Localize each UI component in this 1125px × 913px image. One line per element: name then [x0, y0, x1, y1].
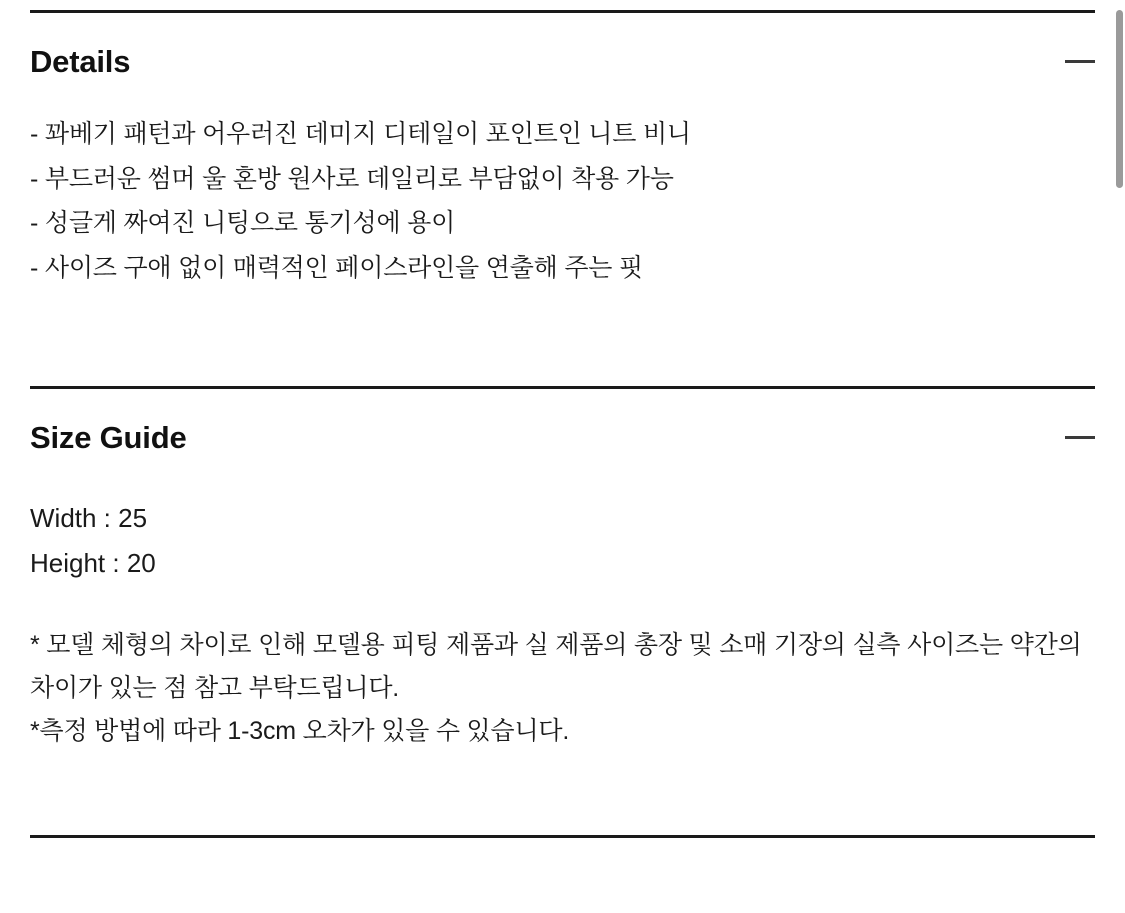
- details-spacer: [30, 290, 1095, 386]
- size-measurements: [30, 496, 1095, 585]
- list-item: - 부드러운 썸머 울 혼방 원사로 데일리로 부담없이 착용 가능: [30, 164, 674, 193]
- size-guide-notes: [30, 624, 1095, 753]
- size-guide-note: *측정 방법에 따라 1-3cm 오차가 있을 수 있습니다.: [30, 716, 570, 745]
- divider-bottom: [30, 835, 1095, 838]
- vertical-scrollbar[interactable]: [1113, 10, 1125, 913]
- list-item: - 성글게 짜여진 니팅으로 통기성에 용이: [30, 209, 456, 238]
- size-measurement-height: Height : 20: [30, 548, 156, 579]
- minus-icon[interactable]: [1061, 424, 1095, 452]
- minus-icon[interactable]: [1061, 48, 1095, 76]
- details-section: [0, 13, 1125, 386]
- size-guide-note: * 모델 체형의 차이로 인해 모델용 피팅 제품과 실 제품의 총장 및 소매 기장의 실측 사이즈는 약간의 차이가 있는 점 참고 부탁드립니다.: [30, 630, 1082, 702]
- list-item: - 꽈베기 패턴과 어우러진 데미지 디테일이 포인트인 니트 비니: [30, 120, 691, 149]
- size-measurement-width: Width : 25: [30, 503, 148, 534]
- size-guide-section-title: Size Guide: [30, 420, 187, 456]
- product-detail-page: [0, 10, 1125, 913]
- scrollbar-thumb[interactable]: [1116, 10, 1123, 188]
- details-section-title: Details: [30, 44, 131, 79]
- size-guide-section-header[interactable]: [30, 389, 1095, 456]
- minus-icon-bar: [1065, 436, 1095, 439]
- size-guide-spacer: [30, 753, 1095, 835]
- list-item: - 사이즈 구애 없이 매력적인 페이스라인을 연출해 주는 핏: [30, 253, 643, 282]
- details-list: [30, 112, 1095, 290]
- minus-icon-bar: [1065, 60, 1095, 63]
- details-section-header[interactable]: [30, 13, 1095, 80]
- size-guide-section: [0, 389, 1125, 835]
